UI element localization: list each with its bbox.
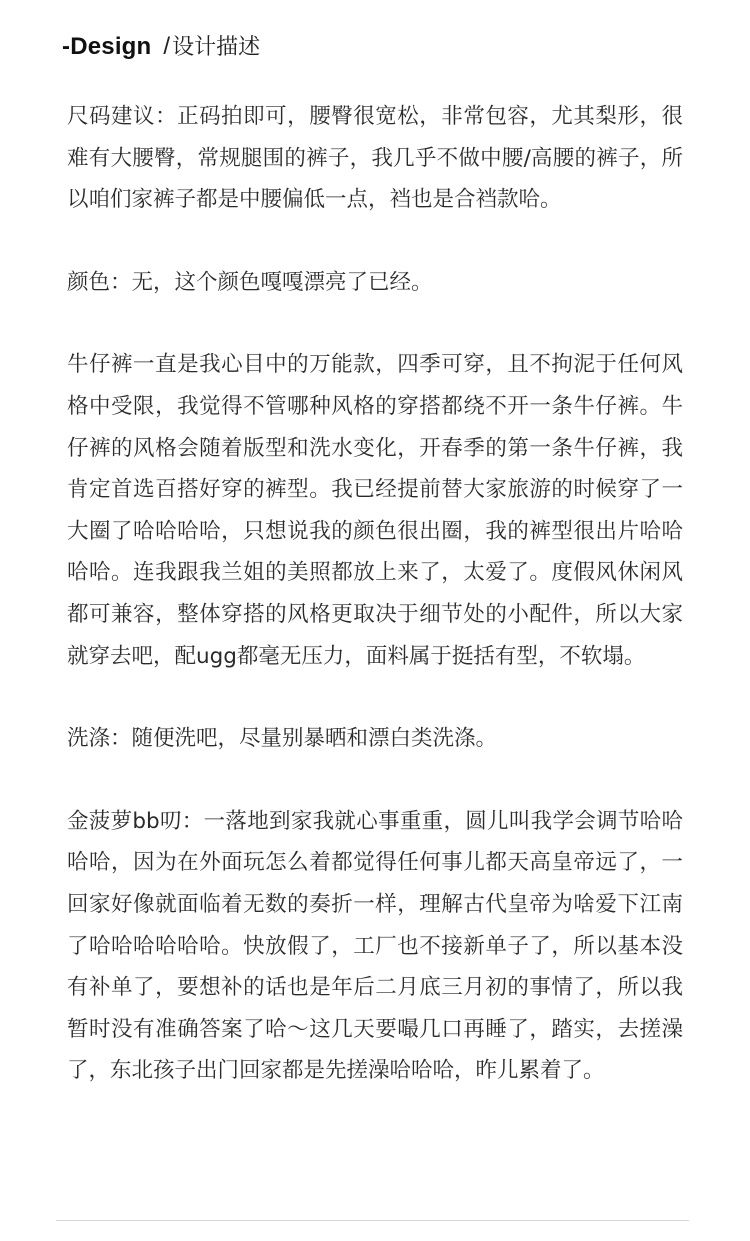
- paragraph-style: 牛仔裤一直是我心目中的万能款，四季可穿，且不拘泥于任何风格中受限，我觉得不管哪种风格的穿搭都绕不开一条牛仔裤。牛仔裤的风格会随着版型和洗水变化，开春季的第一条牛仔裤，我肯定首选百搭好穿的裤型。我已经提前替大家旅游的时候穿了一大圈了哈哈哈哈，只想说我的颜色很出圈，我的裤型很出片哈哈哈哈。连我跟我兰姐的美照都放上来了，太爱了。度假风休闲风都可兼容，整体穿搭的风格更取决于细节处的小配件，所以大家就穿去吧，配ugg都毫无压力，面料属于挺括有型，不软塌。: [67, 352, 683, 669]
- header-separator: /: [163, 33, 171, 60]
- description-body: [67, 96, 683, 1092]
- bottom-divider: [56, 1220, 689, 1221]
- header-title-en: -Design: [62, 33, 152, 60]
- header-title-cn: 设计描述: [172, 35, 261, 60]
- paragraph-washing: 洗涤：随便洗吧，尽量别暴晒和漂白类洗涤。: [67, 726, 498, 752]
- paragraph-color: 颜色：无，这个颜色嘎嘎漂亮了已经。: [67, 269, 433, 295]
- paragraph-notes: 金菠萝bb叨：一落地到家我就心事重重，圆儿叫我学会调节哈哈哈哈，因为在外面玩怎么着都觉得任何事儿都天高皇帝远了，一回家好像就面临着无数的奏折一样，理解古代皇帝为啥爱下江南了哈哈哈哈哈哈。快放假了，工厂也不接新单子了，所以基本没有补单了，要想补的话也是年后二月底三月初的事情了，所以我暂时没有准确答案了哈～这几天要嘬几口再睡了，踏实，去搓澡了，东北孩子出门回家都是先搓澡哈哈哈，昨儿累着了。: [67, 808, 683, 1084]
- section-header: [62, 30, 260, 61]
- paragraph-size-advice: 尺码建议：正码拍即可，腰臀很宽松，非常包容，尤其梨形，很难有大腰臀，常规腿围的裤子，我几乎不做中腰/高腰的裤子，所以咱们家裤子都是中腰偏低一点，裆也是合裆款哈。: [67, 104, 683, 213]
